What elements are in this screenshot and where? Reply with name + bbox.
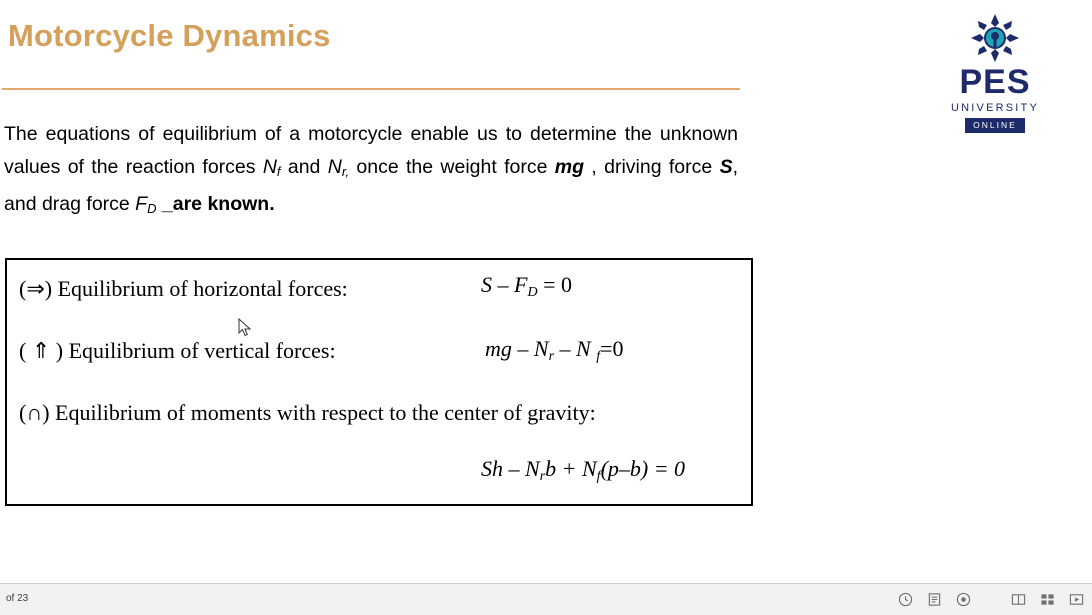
view-mode-buttons	[1011, 584, 1084, 615]
symbol-fd: F	[135, 193, 148, 215]
slide-body-paragraph	[4, 118, 738, 226]
equation-3-math-suffix: (p–b) = 0	[600, 456, 686, 481]
symbol-nf-subscript: f	[276, 163, 281, 179]
symbol-mg: mg	[554, 155, 585, 178]
body-text-part5: , and drag force	[4, 155, 738, 215]
equation-1-math	[481, 272, 572, 301]
clock-icon[interactable]	[898, 592, 913, 607]
equation-3-math-mid: b + N	[545, 456, 597, 481]
equation-2-math-main: mg – N	[485, 336, 549, 361]
equation-2-label: ( ⇑ ) Equilibrium of vertical forces:	[19, 338, 336, 363]
reading-view-icon[interactable]	[1011, 592, 1026, 607]
slideshow-icon[interactable]	[1069, 592, 1084, 607]
logo-online-badge: ONLINE	[965, 118, 1025, 133]
equations-box	[5, 258, 753, 506]
logo-university-text: UNIVERSITY	[950, 102, 1039, 114]
equation-1-math-suffix: = 0	[537, 272, 572, 297]
page-title: Motorcycle Dynamics	[8, 18, 331, 53]
status-bar	[0, 583, 1092, 615]
body-text-part1: The equations of equilibrium of a motorcycle enable us to determine the unknown values of the reaction forces	[4, 123, 738, 178]
equation-2-math-suffix: =0	[600, 336, 624, 361]
body-text-part6: _are known.	[156, 193, 275, 215]
equation-2-math-mid: – N	[554, 336, 597, 361]
equation-1-math-main: S – F	[481, 272, 528, 297]
record-icon[interactable]	[956, 592, 971, 607]
equation-3-math-sub2: f	[596, 469, 601, 484]
equation-3-math-sub1: r	[539, 469, 546, 484]
equation-1-label: (⇒) Equilibrium of horizontal forces:	[19, 276, 348, 301]
slide-sorter-icon[interactable]	[1040, 592, 1055, 607]
title-underline-rule	[2, 88, 740, 90]
body-text-part4: , driving force	[584, 155, 720, 178]
equation-2-math-sub1: r	[548, 349, 555, 364]
body-text-part3: once the weight force	[349, 155, 555, 178]
page-number-indicator: of 23	[6, 593, 29, 604]
symbol-fd-subscript: D	[147, 201, 157, 216]
symbol-nr: N	[327, 155, 342, 178]
symbol-nr-subscript: r,	[341, 163, 350, 179]
equation-1-math-sub: D	[527, 285, 538, 300]
notes-icon[interactable]	[927, 592, 942, 607]
status-bar-tools	[898, 584, 971, 615]
logo-pes-text: PES	[959, 63, 1031, 101]
equation-3-label: (∩) Equilibrium of moments with respect to the center of gravity:	[19, 400, 596, 425]
symbol-nf: N	[262, 155, 277, 178]
equation-3-math-main: Sh – N	[481, 456, 540, 481]
pes-university-logo	[948, 14, 1042, 162]
body-text-part2: and	[280, 155, 328, 178]
mouse-pointer-icon	[238, 318, 252, 338]
pes-crest-icon	[971, 14, 1019, 62]
symbol-s: S	[719, 155, 733, 178]
equation-2-math	[485, 336, 624, 365]
equation-2-math-sub2: f	[596, 349, 601, 364]
equation-3-math	[481, 456, 685, 485]
